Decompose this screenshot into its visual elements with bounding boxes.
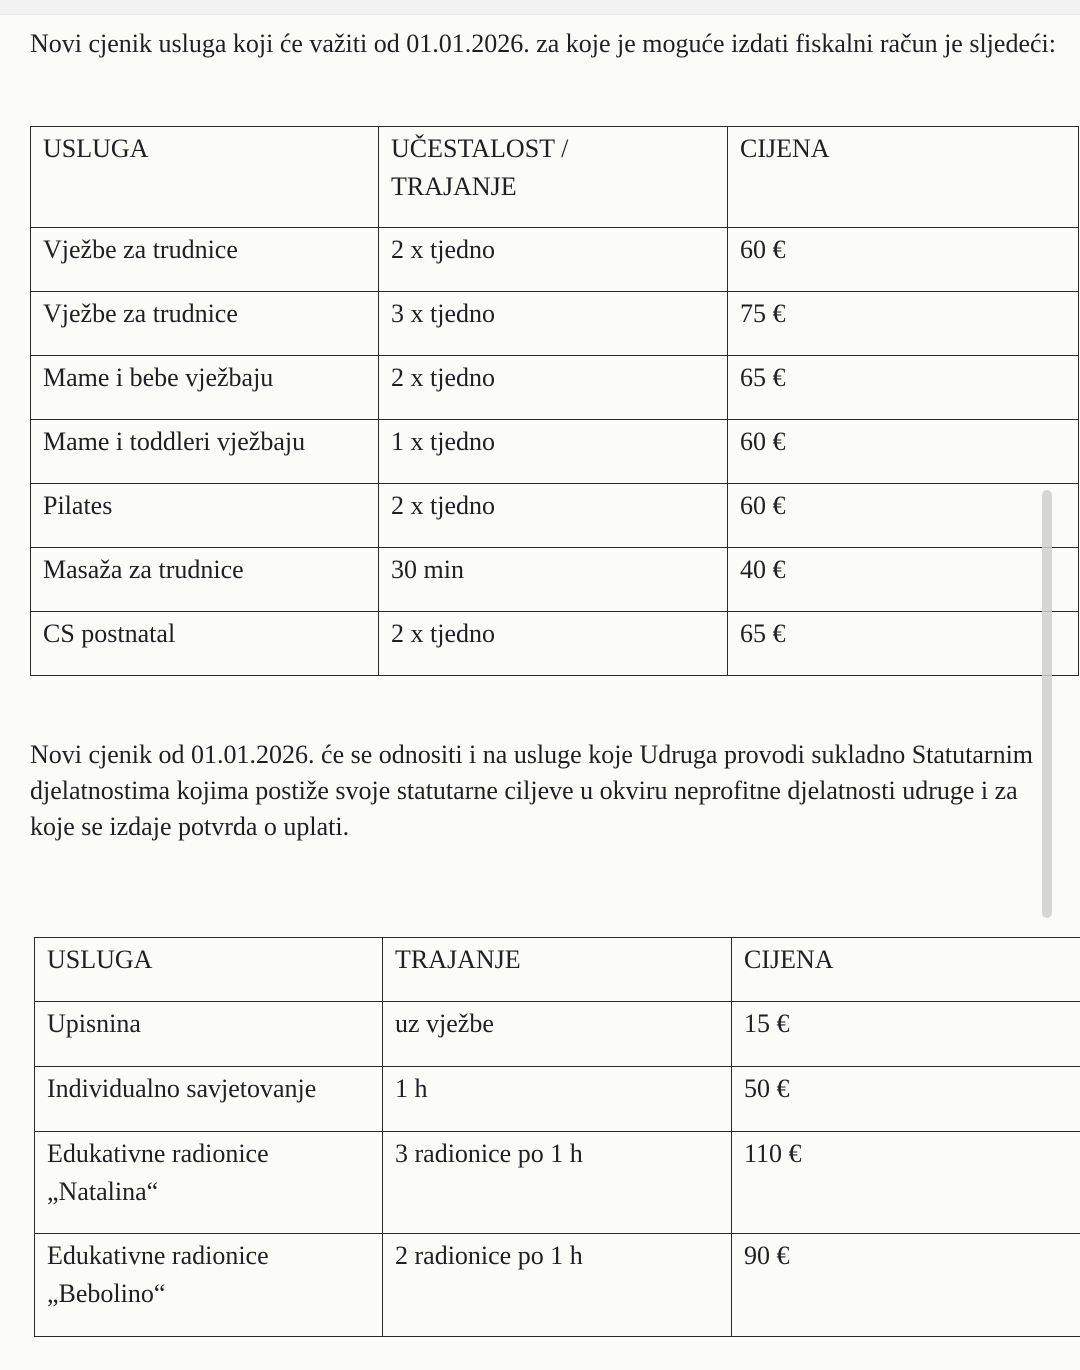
cell-price: 15 € xyxy=(732,1002,1080,1067)
cell-frequency: 2 x tjedno xyxy=(379,356,728,420)
cell-price: 60 € xyxy=(728,484,1079,548)
header-cijena: CIJENA xyxy=(728,127,1079,228)
header-trajanje: TRAJANJE xyxy=(383,938,732,1002)
price-table-nonprofit xyxy=(34,937,1080,1337)
cell-service: CS postnatal xyxy=(31,612,379,676)
table-row xyxy=(31,420,1079,484)
cell-duration: 3 radionice po 1 h xyxy=(383,1132,732,1234)
cell-price: 60 € xyxy=(728,228,1079,292)
cell-frequency: 2 x tjedno xyxy=(379,612,728,676)
table-row xyxy=(35,1234,1080,1337)
header-cijena: CIJENA xyxy=(732,938,1080,1002)
cell-duration: 1 h xyxy=(383,1067,732,1132)
cell-frequency: 2 x tjedno xyxy=(379,228,728,292)
cell-service: Individualno savjetovanje xyxy=(35,1067,383,1132)
intro-paragraph-fiscal: Novi cjenik usluga koji će važiti od 01.01.2026. za koje je moguće izdati fiskalni račun je sljedeći: xyxy=(30,29,1056,58)
header-usluga: USLUGA xyxy=(35,938,383,1002)
table-row xyxy=(35,1002,1080,1067)
vertical-scrollbar[interactable] xyxy=(1042,490,1052,918)
table-header-row xyxy=(31,127,1079,228)
cell-service: Mame i toddleri vježbaju xyxy=(31,420,379,484)
cell-frequency: 3 x tjedno xyxy=(379,292,728,356)
cell-price: 75 € xyxy=(728,292,1079,356)
cell-frequency: 2 x tjedno xyxy=(379,484,728,548)
cell-service: Upisnina xyxy=(35,1002,383,1067)
table-row xyxy=(31,548,1079,612)
cell-service: Mame i bebe vježbaju xyxy=(31,356,379,420)
header-ucestalost-trajanje: UČESTALOST / TRAJANJE xyxy=(379,127,728,228)
cell-service: Pilates xyxy=(31,484,379,548)
cell-frequency: 1 x tjedno xyxy=(379,420,728,484)
top-bar xyxy=(0,0,1080,15)
table-row xyxy=(31,356,1079,420)
header-usluga: USLUGA xyxy=(31,127,379,228)
cell-duration: uz vježbe xyxy=(383,1002,732,1067)
cell-service: Vježbe za trudnice xyxy=(31,292,379,356)
table-row xyxy=(31,228,1079,292)
cell-price: 110 € xyxy=(732,1132,1080,1234)
intro-paragraph-nonprofit: Novi cjenik od 01.01.2026. će se odnositi i na usluge koje Udruga provodi sukladno Statutarnim djelatnostima kojima postiže svoje statutarne ciljeve u okviru neprofitne djelatnosti udruge i za koje se izdaje potvrda o uplati. xyxy=(30,740,1034,841)
cell-service: Edukativne radionice „Bebolino“ xyxy=(35,1234,383,1337)
table-header-row xyxy=(35,938,1080,1002)
table-row xyxy=(31,292,1079,356)
cell-price: 40 € xyxy=(728,548,1079,612)
cell-service: Edukativne radionice „Natalina“ xyxy=(35,1132,383,1234)
cell-frequency: 30 min xyxy=(379,548,728,612)
table-row xyxy=(35,1132,1080,1234)
cell-service: Vježbe za trudnice xyxy=(31,228,379,292)
cell-price: 60 € xyxy=(728,420,1079,484)
cell-service: Masaža za trudnice xyxy=(31,548,379,612)
cell-price: 90 € xyxy=(732,1234,1080,1337)
table-row xyxy=(31,484,1079,548)
cell-duration: 2 radionice po 1 h xyxy=(383,1234,732,1337)
cell-price: 65 € xyxy=(728,356,1079,420)
cell-price: 50 € xyxy=(732,1067,1080,1132)
price-table-fiscal xyxy=(30,126,1079,676)
table-row xyxy=(31,612,1079,676)
table-row xyxy=(35,1067,1080,1132)
cell-price: 65 € xyxy=(728,612,1079,676)
